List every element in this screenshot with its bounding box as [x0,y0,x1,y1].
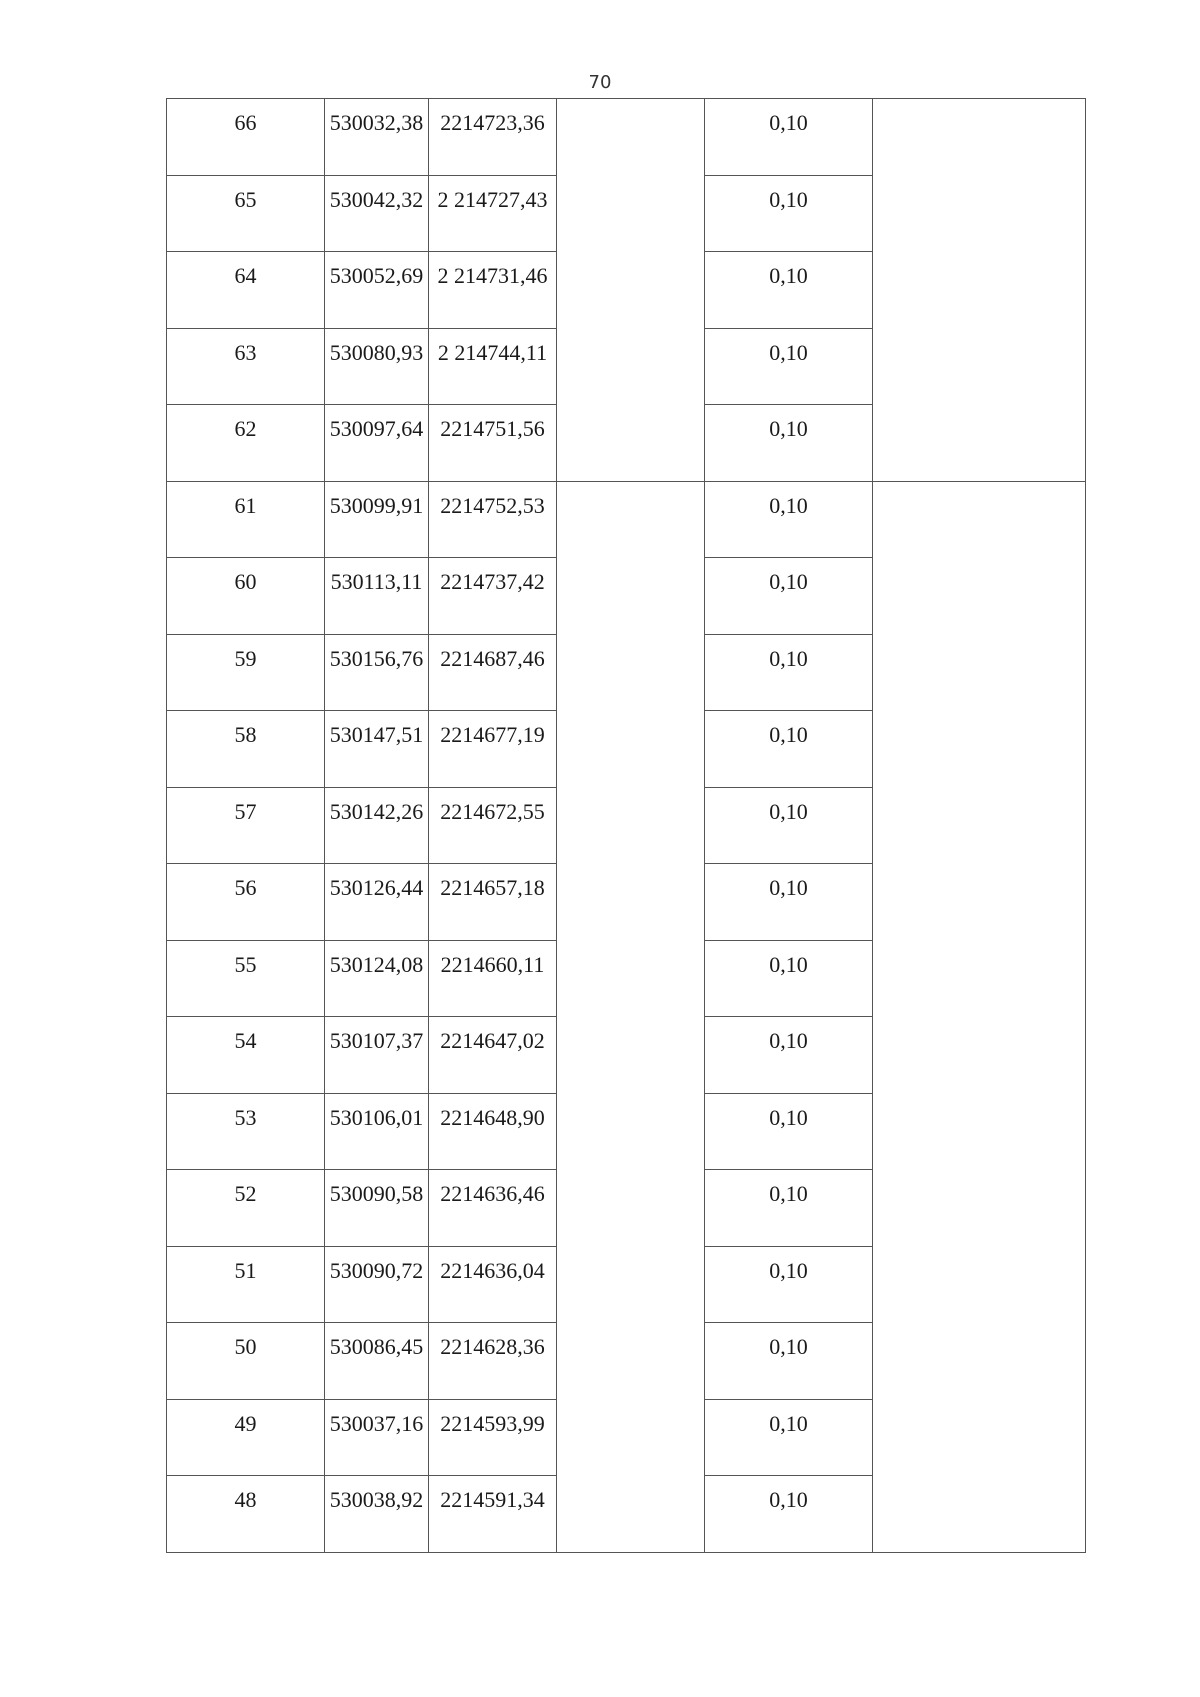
point-number-cell: 63 [167,328,325,405]
y-coordinate-cell: 2214660,11 [429,940,557,1017]
value-cell: 0,10 [705,1476,873,1553]
y-coordinate-cell: 2214751,56 [429,405,557,482]
x-coordinate-cell: 530113,11 [325,558,429,635]
value-cell: 0,10 [705,405,873,482]
x-coordinate-cell: 530086,45 [325,1323,429,1400]
value-cell: 0,10 [705,787,873,864]
y-coordinate-cell: 2214636,46 [429,1170,557,1247]
y-coordinate-cell: 2214677,19 [429,711,557,788]
table-row [167,481,1086,558]
point-number-cell: 65 [167,175,325,252]
y-coordinate-cell: 2 214744,11 [429,328,557,405]
point-number-cell: 57 [167,787,325,864]
y-coordinate-cell: 2 214731,46 [429,252,557,329]
x-coordinate-cell: 530032,38 [325,99,429,176]
point-number-cell: 53 [167,1093,325,1170]
point-number-cell: 60 [167,558,325,635]
value-cell: 0,10 [705,1170,873,1247]
table-row [167,99,1086,176]
value-cell: 0,10 [705,940,873,1017]
value-cell: 0,10 [705,481,873,558]
x-coordinate-cell: 530080,93 [325,328,429,405]
point-number-cell: 62 [167,405,325,482]
x-coordinate-cell: 530147,51 [325,711,429,788]
x-coordinate-cell: 530126,44 [325,864,429,941]
point-number-cell: 55 [167,940,325,1017]
x-coordinate-cell: 530090,72 [325,1246,429,1323]
point-number-cell: 58 [167,711,325,788]
point-number-cell: 48 [167,1476,325,1553]
value-cell: 0,10 [705,1093,873,1170]
y-coordinate-cell: 2214636,04 [429,1246,557,1323]
x-coordinate-cell: 530037,16 [325,1399,429,1476]
y-coordinate-cell: 2214591,34 [429,1476,557,1553]
y-coordinate-cell: 2214648,90 [429,1093,557,1170]
point-number-cell: 66 [167,99,325,176]
value-cell: 0,10 [705,328,873,405]
x-coordinate-cell: 530090,58 [325,1170,429,1247]
y-coordinate-cell: 2214657,18 [429,864,557,941]
empty-merged-cell [873,99,1086,482]
value-cell: 0,10 [705,558,873,635]
point-number-cell: 61 [167,481,325,558]
value-cell: 0,10 [705,1399,873,1476]
empty-merged-cell [557,481,705,1552]
x-coordinate-cell: 530042,32 [325,175,429,252]
x-coordinate-cell: 530156,76 [325,634,429,711]
point-number-cell: 52 [167,1170,325,1247]
value-cell: 0,10 [705,711,873,788]
x-coordinate-cell: 530142,26 [325,787,429,864]
point-number-cell: 51 [167,1246,325,1323]
point-number-cell: 49 [167,1399,325,1476]
x-coordinate-cell: 530038,92 [325,1476,429,1553]
x-coordinate-cell: 530097,64 [325,405,429,482]
x-coordinate-cell: 530052,69 [325,252,429,329]
value-cell: 0,10 [705,1017,873,1094]
y-coordinate-cell: 2214723,36 [429,99,557,176]
point-number-cell: 54 [167,1017,325,1094]
y-coordinate-cell: 2214628,36 [429,1323,557,1400]
point-number-cell: 50 [167,1323,325,1400]
table-body [167,99,1086,1553]
coordinates-table [166,98,1086,1553]
y-coordinate-cell: 2214687,46 [429,634,557,711]
empty-merged-cell [873,481,1086,1552]
value-cell: 0,10 [705,99,873,176]
empty-merged-cell [557,99,705,482]
x-coordinate-cell: 530124,08 [325,940,429,1017]
y-coordinate-cell: 2214752,53 [429,481,557,558]
point-number-cell: 59 [167,634,325,711]
y-coordinate-cell: 2214672,55 [429,787,557,864]
page-number: 70 [588,72,612,93]
point-number-cell: 56 [167,864,325,941]
y-coordinate-cell: 2214647,02 [429,1017,557,1094]
value-cell: 0,10 [705,252,873,329]
value-cell: 0,10 [705,634,873,711]
value-cell: 0,10 [705,1246,873,1323]
y-coordinate-cell: 2214593,99 [429,1399,557,1476]
value-cell: 0,10 [705,864,873,941]
x-coordinate-cell: 530106,01 [325,1093,429,1170]
x-coordinate-cell: 530107,37 [325,1017,429,1094]
value-cell: 0,10 [705,175,873,252]
y-coordinate-cell: 2214737,42 [429,558,557,635]
y-coordinate-cell: 2 214727,43 [429,175,557,252]
point-number-cell: 64 [167,252,325,329]
x-coordinate-cell: 530099,91 [325,481,429,558]
value-cell: 0,10 [705,1323,873,1400]
